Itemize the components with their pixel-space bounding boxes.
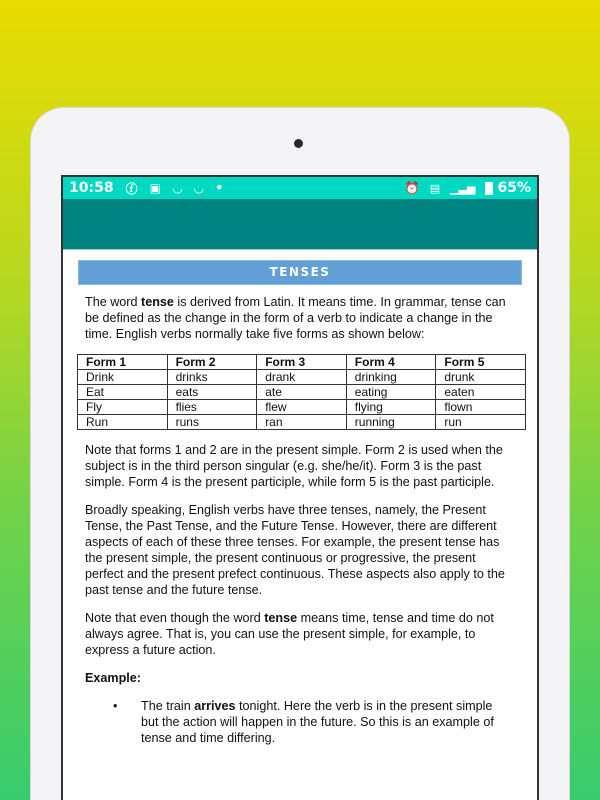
intro-paragraph bbox=[85, 294, 517, 342]
camera-icon bbox=[294, 139, 303, 148]
text: tonight. Here the verb is in the present simple but the action will happen in the future. So this is an example of tense and time differing. bbox=[141, 699, 494, 745]
clock: 10:58 bbox=[69, 180, 114, 196]
keyboard-icon: ◡ bbox=[172, 181, 183, 195]
table-row bbox=[78, 400, 526, 415]
battery-level: 65% bbox=[497, 180, 531, 196]
text: The train bbox=[141, 699, 195, 713]
cell: flies bbox=[167, 400, 257, 415]
cell: ate bbox=[257, 385, 347, 400]
header-cell: Form 2 bbox=[167, 355, 257, 370]
screencast-icon: ▣ bbox=[149, 181, 161, 195]
list-item bbox=[113, 698, 513, 746]
cell: Eat bbox=[78, 385, 168, 400]
text: is derived from Latin. It means time. In grammar, tense can be defined as the change in the form of a verb to indicate a change in the time. English verbs normally take five forms as shown below: bbox=[85, 295, 506, 341]
cell: drank bbox=[257, 370, 347, 385]
cell: flying bbox=[346, 400, 436, 415]
text: Note that even though the word bbox=[85, 611, 265, 625]
cell: drinks bbox=[167, 370, 257, 385]
bold-text: arrives bbox=[194, 699, 236, 713]
cell: running bbox=[346, 415, 436, 430]
header-cell: Form 5 bbox=[436, 355, 526, 370]
cell: Fly bbox=[78, 400, 168, 415]
cell: ran bbox=[257, 415, 347, 430]
cell: drinking bbox=[346, 370, 436, 385]
dot-icon: • bbox=[215, 181, 224, 195]
cell: runs bbox=[167, 415, 257, 430]
keyboard-icon: ◡ bbox=[194, 181, 204, 195]
cast-icon: ▤ bbox=[429, 181, 441, 195]
header-cell: Form 1 bbox=[78, 355, 168, 370]
cell: eats bbox=[167, 385, 257, 400]
text: means time, tense and time do not always agree. That is, you can use the present simple, for example, to express a future action. bbox=[85, 611, 494, 657]
header-cell: Form 4 bbox=[346, 355, 436, 370]
bold-text: tense bbox=[141, 295, 174, 309]
bullet-icon: • bbox=[113, 699, 118, 713]
table-row bbox=[78, 385, 526, 400]
example-list bbox=[113, 698, 523, 746]
facebook-icon: ⓕ bbox=[125, 181, 138, 196]
table-row bbox=[78, 415, 526, 430]
cell: eaten bbox=[436, 385, 526, 400]
paragraph: Broadly speaking, English verbs have three tenses, namely, the Present Tense, the Past Tense, and the Future Tense. However, there are different aspects of each of these three tenses. For example, the present tense has the present simple, the present continuous or progressive, the present perfect and the present prefect continuous. These aspects also apply to the past tense and the future tense. bbox=[85, 503, 505, 597]
table-header-row bbox=[78, 355, 526, 370]
bold-text: Example: bbox=[85, 671, 141, 685]
text: The word bbox=[85, 295, 141, 309]
cell: flew bbox=[257, 400, 347, 415]
table-row bbox=[78, 370, 526, 385]
paragraph: Note that forms 1 and 2 are in the present simple. Form 2 is used when the subject is in the third person singular (e.g. she/he/it). Form 3 is the past simple. Form 4 is the present participle, while form 5 is the past participle. bbox=[85, 443, 503, 489]
cell: Drink bbox=[78, 370, 168, 385]
cell: Run bbox=[78, 415, 168, 430]
example-label bbox=[85, 670, 517, 686]
verb-forms-table bbox=[77, 354, 526, 430]
document-content bbox=[63, 250, 537, 746]
cell: run bbox=[436, 415, 526, 430]
screen bbox=[61, 175, 539, 800]
bold-text: tense bbox=[264, 611, 298, 625]
header-cell: Form 3 bbox=[257, 355, 347, 370]
signal-icon: ▁▃▅ bbox=[450, 181, 476, 195]
battery-icon bbox=[485, 182, 493, 195]
status-bar bbox=[63, 177, 537, 199]
cell: eating bbox=[346, 385, 436, 400]
alarm-icon: ⏰ bbox=[404, 181, 420, 195]
cell: flown bbox=[436, 400, 526, 415]
page-title: TENSES bbox=[78, 260, 522, 285]
app-bar bbox=[63, 199, 537, 250]
cell: drunk bbox=[436, 370, 526, 385]
paragraph bbox=[85, 610, 517, 658]
